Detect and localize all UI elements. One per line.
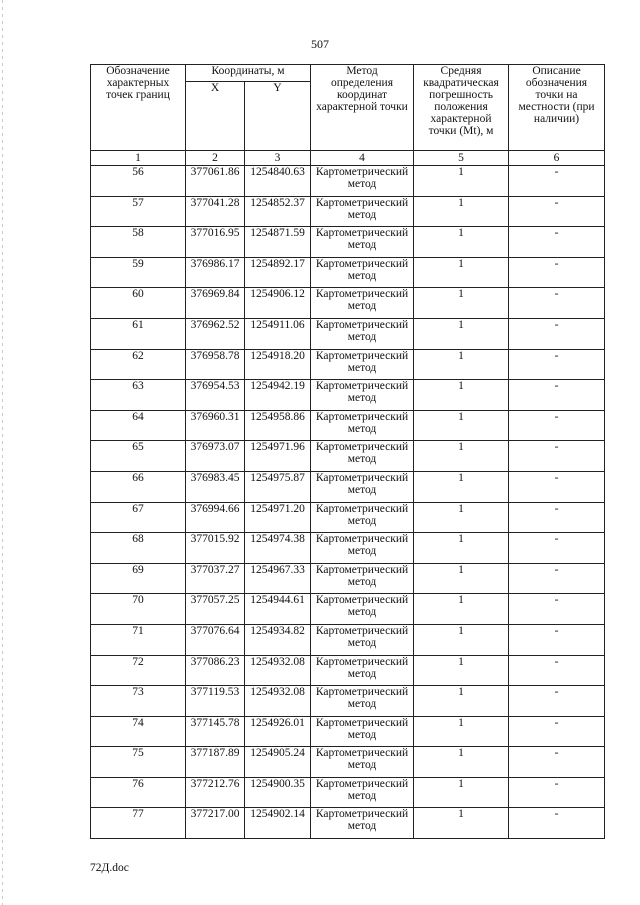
point-number: 57 — [91, 196, 186, 227]
method-line: метод — [347, 178, 377, 190]
method-line: Картометрический — [315, 594, 409, 607]
header-x: X — [186, 82, 245, 151]
scan-edge-line — [2, 0, 3, 905]
error-value: 1 — [414, 808, 509, 839]
method-line: Картометрический — [315, 563, 409, 576]
coordinate-x: 377015.92 — [186, 533, 245, 564]
method-line: Картометрический — [315, 655, 409, 668]
method-cell — [311, 716, 414, 747]
description-value: - — [509, 410, 605, 441]
method-line: метод — [347, 698, 377, 711]
method-line: метод — [347, 667, 377, 680]
description-value: - — [509, 318, 605, 349]
method-line: метод — [347, 545, 377, 558]
coordinate-y: 1254971.96 — [245, 441, 311, 472]
method-cell — [311, 471, 414, 502]
column-number: 3 — [245, 151, 311, 166]
description-value: - — [509, 349, 605, 380]
column-number: 2 — [186, 151, 245, 166]
table-row — [91, 533, 605, 564]
method-cell — [311, 318, 414, 349]
point-number: 67 — [91, 502, 186, 533]
table-row — [91, 318, 605, 349]
coordinate-y: 1254852.37 — [245, 196, 311, 227]
header-error: Средняя квадратическая погрешность положения характерной точки (Mt), м — [414, 65, 509, 151]
table-row — [91, 410, 605, 441]
method-line: метод — [347, 300, 377, 313]
error-value: 1 — [414, 563, 509, 594]
coordinate-x: 377037.27 — [186, 563, 245, 594]
point-number: 61 — [91, 318, 186, 349]
method-line: Картометрический — [315, 502, 409, 515]
method-cell — [311, 777, 414, 808]
method-line: метод — [347, 728, 377, 741]
point-number: 77 — [91, 808, 186, 839]
header-description: Описание обозначения точки на местности (при наличии) — [509, 65, 605, 151]
table-row — [91, 288, 605, 319]
method-line: метод — [347, 239, 377, 252]
method-cell — [311, 288, 414, 319]
coordinate-y: 1254911.06 — [245, 318, 311, 349]
coordinate-x: 376986.17 — [186, 257, 245, 288]
method-line: Картометрический — [315, 380, 409, 393]
table-row — [91, 808, 605, 839]
method-cell — [311, 380, 414, 411]
column-number: 4 — [311, 151, 414, 166]
method-line: Картометрический — [315, 318, 409, 331]
error-value: 1 — [414, 624, 509, 655]
description-value: - — [509, 655, 605, 686]
table-row — [91, 686, 605, 717]
method-cell — [311, 655, 414, 686]
description-value: - — [509, 471, 605, 502]
method-line: Картометрический — [315, 777, 409, 790]
method-cell — [311, 563, 414, 594]
point-number: 60 — [91, 288, 186, 319]
point-number: 64 — [91, 410, 186, 441]
method-line: Картометрический — [315, 257, 409, 270]
coordinate-x: 376960.31 — [186, 410, 245, 441]
coordinates-table — [90, 64, 605, 839]
point-number: 73 — [91, 686, 186, 717]
method-line: Картометрический — [315, 471, 409, 484]
description-value: - — [509, 808, 605, 839]
coordinate-x: 377076.64 — [186, 624, 245, 655]
method-line: Картометрический — [315, 686, 409, 699]
coordinate-x: 376983.45 — [186, 471, 245, 502]
coordinate-y: 1254926.01 — [245, 716, 311, 747]
point-number: 59 — [91, 257, 186, 288]
table-row — [91, 257, 605, 288]
method-line: Картометрический — [315, 808, 409, 821]
method-line: Картометрический — [315, 349, 409, 362]
method-line: Картометрический — [315, 288, 409, 301]
method-line: метод — [347, 361, 377, 374]
method-line: метод — [347, 208, 377, 221]
coordinate-x: 377119.53 — [186, 686, 245, 717]
method-line: Картометрический — [315, 747, 409, 760]
coordinate-x: 376958.78 — [186, 349, 245, 380]
error-value: 1 — [414, 227, 509, 258]
coordinate-x: 377016.95 — [186, 227, 245, 258]
description-value: - — [509, 777, 605, 808]
coordinate-x: 377187.89 — [186, 747, 245, 778]
error-value: 1 — [414, 502, 509, 533]
table-row — [91, 166, 605, 197]
error-value: 1 — [414, 196, 509, 227]
method-cell — [311, 349, 414, 380]
table-row — [91, 502, 605, 533]
table-row — [91, 777, 605, 808]
table-row — [91, 441, 605, 472]
method-line: метод — [347, 820, 377, 833]
coordinate-x: 377086.23 — [186, 655, 245, 686]
error-value: 1 — [414, 747, 509, 778]
table-row — [91, 624, 605, 655]
error-value: 1 — [414, 777, 509, 808]
table-row — [91, 747, 605, 778]
method-line: Картометрический — [315, 410, 409, 423]
error-value: 1 — [414, 349, 509, 380]
method-cell — [311, 533, 414, 564]
point-number: 69 — [91, 563, 186, 594]
method-cell — [311, 808, 414, 839]
method-cell — [311, 196, 414, 227]
method-cell — [311, 410, 414, 441]
method-line: Картометрический — [315, 533, 409, 546]
error-value: 1 — [414, 533, 509, 564]
header-coordinates: Координаты, м — [186, 65, 311, 82]
method-line: метод — [347, 330, 377, 343]
method-line: метод — [347, 759, 377, 772]
method-line: метод — [347, 636, 377, 649]
coordinate-y: 1254971.20 — [245, 502, 311, 533]
method-line: Картометрический — [315, 441, 409, 454]
method-line: метод — [347, 422, 377, 435]
description-value: - — [509, 624, 605, 655]
point-number: 62 — [91, 349, 186, 380]
error-value: 1 — [414, 380, 509, 411]
method-line: метод — [347, 483, 377, 496]
point-number: 56 — [91, 166, 186, 197]
coordinate-x: 376973.07 — [186, 441, 245, 472]
error-value: 1 — [414, 257, 509, 288]
description-value: - — [509, 716, 605, 747]
error-value: 1 — [414, 441, 509, 472]
method-cell — [311, 686, 414, 717]
description-value: - — [509, 227, 605, 258]
description-value: - — [509, 533, 605, 564]
error-value: 1 — [414, 655, 509, 686]
coordinate-x: 377061.86 — [186, 166, 245, 197]
coordinate-y: 1254871.59 — [245, 227, 311, 258]
point-number: 72 — [91, 655, 186, 686]
method-line: Картометрический — [315, 166, 409, 178]
point-number: 74 — [91, 716, 186, 747]
table-row — [91, 563, 605, 594]
coordinate-y: 1254906.12 — [245, 288, 311, 319]
coordinate-y: 1254934.82 — [245, 624, 311, 655]
coordinate-y: 1254840.63 — [245, 166, 311, 197]
method-line: метод — [347, 575, 377, 588]
description-value: - — [509, 502, 605, 533]
coordinate-y: 1254942.19 — [245, 380, 311, 411]
error-value: 1 — [414, 166, 509, 197]
coordinate-x: 376962.52 — [186, 318, 245, 349]
header-designation: Обозначение характерных точек границ — [91, 65, 186, 151]
method-cell — [311, 441, 414, 472]
method-line: Картометрический — [315, 196, 409, 209]
table-row — [91, 196, 605, 227]
table-row — [91, 655, 605, 686]
method-cell — [311, 594, 414, 625]
coordinate-y: 1254892.17 — [245, 257, 311, 288]
description-value: - — [509, 257, 605, 288]
coordinate-y: 1254905.24 — [245, 747, 311, 778]
error-value: 1 — [414, 716, 509, 747]
method-line: метод — [347, 392, 377, 405]
header-y: Y — [245, 82, 311, 151]
error-value: 1 — [414, 318, 509, 349]
error-value: 1 — [414, 410, 509, 441]
point-number: 70 — [91, 594, 186, 625]
error-value: 1 — [414, 686, 509, 717]
coordinate-y: 1254918.20 — [245, 349, 311, 380]
point-number: 76 — [91, 777, 186, 808]
point-number: 66 — [91, 471, 186, 502]
coordinate-x: 376994.66 — [186, 502, 245, 533]
point-number: 75 — [91, 747, 186, 778]
description-value: - — [509, 166, 605, 197]
method-cell — [311, 257, 414, 288]
description-value: - — [509, 380, 605, 411]
table-row — [91, 471, 605, 502]
description-value: - — [509, 563, 605, 594]
method-cell — [311, 227, 414, 258]
coordinate-y: 1254967.33 — [245, 563, 311, 594]
method-cell — [311, 502, 414, 533]
point-number: 58 — [91, 227, 186, 258]
column-number: 5 — [414, 151, 509, 166]
coordinate-x: 376954.53 — [186, 380, 245, 411]
coordinate-y: 1254932.08 — [245, 686, 311, 717]
method-cell — [311, 747, 414, 778]
page-number: 507 — [311, 37, 329, 51]
header-method: Метод определения координат характерной точки — [311, 65, 414, 151]
description-value: - — [509, 686, 605, 717]
coordinate-x: 377145.78 — [186, 716, 245, 747]
table-row — [91, 594, 605, 625]
method-line: метод — [347, 606, 377, 619]
table-row — [91, 380, 605, 411]
table-row — [91, 349, 605, 380]
coordinate-x: 377212.76 — [186, 777, 245, 808]
coordinate-y: 1254975.87 — [245, 471, 311, 502]
point-number: 63 — [91, 380, 186, 411]
coordinate-y: 1254974.38 — [245, 533, 311, 564]
description-value: - — [509, 196, 605, 227]
coordinate-y: 1254900.35 — [245, 777, 311, 808]
method-line: Картометрический — [315, 624, 409, 637]
coordinate-x: 376969.84 — [186, 288, 245, 319]
error-value: 1 — [414, 288, 509, 319]
point-number: 65 — [91, 441, 186, 472]
table-body — [91, 166, 605, 839]
coordinate-x: 377217.00 — [186, 808, 245, 839]
point-number: 68 — [91, 533, 186, 564]
method-line: Картометрический — [315, 227, 409, 240]
description-value: - — [509, 288, 605, 319]
point-number: 71 — [91, 624, 186, 655]
method-cell — [311, 624, 414, 655]
coordinate-y: 1254958.86 — [245, 410, 311, 441]
method-line: Картометрический — [315, 716, 409, 729]
table-row — [91, 227, 605, 258]
coordinate-y: 1254902.14 — [245, 808, 311, 839]
method-line: метод — [347, 269, 377, 282]
method-line: метод — [347, 789, 377, 802]
error-value: 1 — [414, 471, 509, 502]
method-line: метод — [347, 453, 377, 466]
description-value: - — [509, 594, 605, 625]
method-cell — [311, 166, 414, 197]
coordinate-x: 377041.28 — [186, 196, 245, 227]
coordinate-x: 377057.25 — [186, 594, 245, 625]
coordinate-y: 1254944.61 — [245, 594, 311, 625]
method-line: метод — [347, 514, 377, 527]
description-value: - — [509, 441, 605, 472]
coordinate-y: 1254932.08 — [245, 655, 311, 686]
error-value: 1 — [414, 594, 509, 625]
table-row — [91, 716, 605, 747]
description-value: - — [509, 747, 605, 778]
footer-filename: 72Д.doc — [90, 862, 129, 874]
column-number: 6 — [509, 151, 605, 166]
column-number: 1 — [91, 151, 186, 166]
